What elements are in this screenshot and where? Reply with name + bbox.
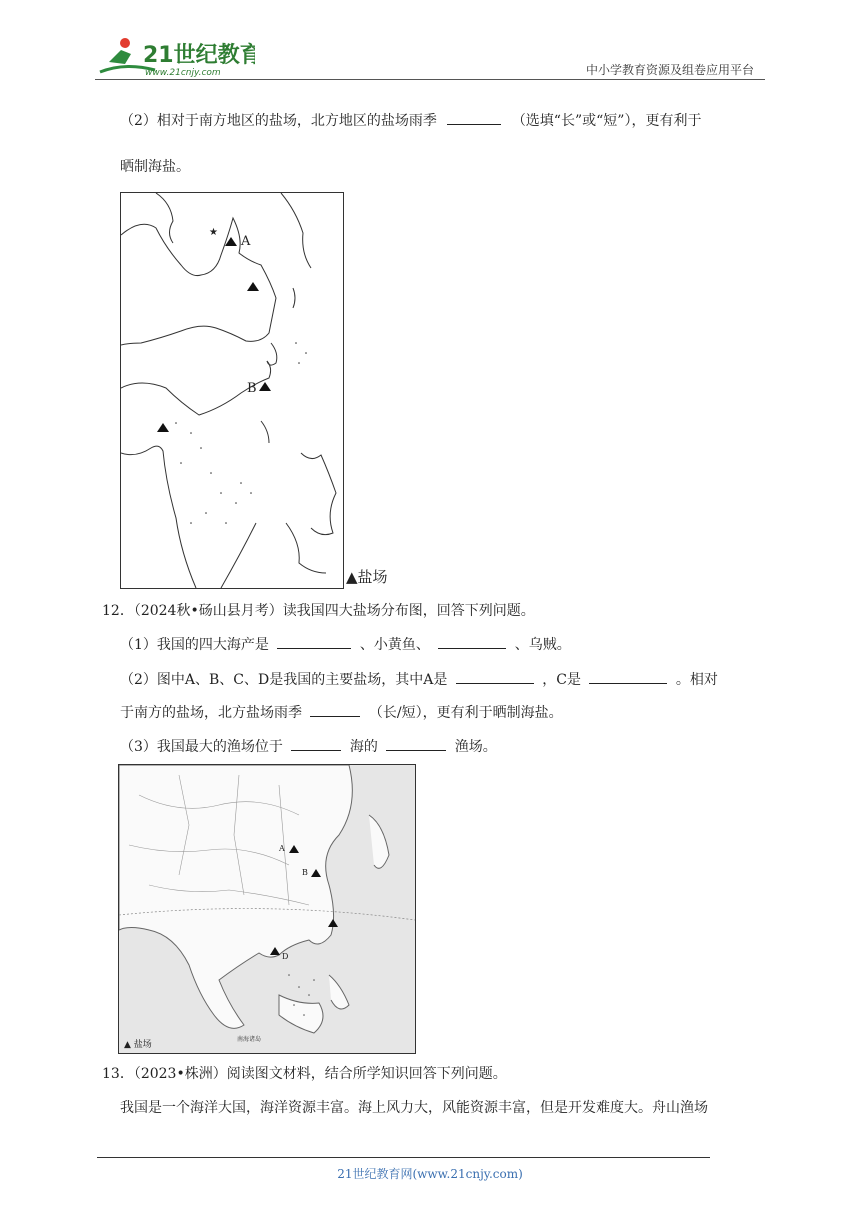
q12-part3-text-c: 渔场。	[454, 739, 497, 755]
q13-stem: 13．（2023•株洲）阅读图文材料，结合所学知识回答下列问题。	[102, 1066, 507, 1082]
prev-q-part2	[120, 110, 701, 131]
q12-part2-text-e: （长/短），更有利于晒制海盐。	[368, 705, 563, 721]
q13-body: 我国是一个海洋大国，海洋资源丰富。海上风力大，风能资源丰富，但是开发难度大。舟山渔场	[120, 1100, 708, 1116]
header-platform-name: 中小学教育资源及组卷应用平台	[585, 63, 754, 77]
map2-inset-label: 南海诸岛	[237, 1036, 262, 1043]
q12-part1-text-c: 、乌贼。	[514, 637, 571, 653]
map2-label-a: A	[279, 844, 285, 853]
map1-legend: ▲盐场	[346, 568, 388, 586]
map2-legend: ▲ 盐场	[124, 1040, 152, 1050]
header-divider	[95, 79, 765, 80]
answer-blank[interactable]	[291, 736, 341, 751]
salt-field-map-2	[118, 764, 416, 1054]
answer-blank[interactable]	[456, 669, 534, 684]
q12-part2-text-c: 。相对	[675, 672, 718, 688]
salt-marker-south	[157, 423, 169, 432]
q12-part2-text-d: 于南方的盐场，北方盐场雨季	[120, 705, 302, 721]
map2-label-d: D	[282, 952, 289, 961]
map1-label-a: A	[241, 234, 251, 249]
svg-text:★: ★	[209, 227, 218, 238]
salt-marker-north	[247, 282, 259, 291]
prev-q-part2-text-a: （2）相对于南方地区的盐场，北方地区的盐场雨季	[120, 113, 437, 129]
site-logo	[95, 34, 255, 80]
q12-part3-text-a: （3）我国最大的渔场位于	[120, 739, 283, 755]
answer-blank[interactable]	[310, 702, 360, 717]
map1-label-b: B	[247, 381, 257, 396]
q12-part2-text-b: ，C是	[542, 672, 581, 688]
q12-part1	[120, 634, 571, 655]
answer-blank[interactable]	[277, 634, 351, 649]
q12-stem: 12．（2024秋•砀山县月考）读我国四大盐场分布图，回答下列问题。	[102, 603, 535, 619]
q12-part3	[120, 736, 497, 757]
q12-part3-text-b: 海的	[349, 739, 378, 755]
q12-part1-text-a: （1）我国的四大海产是	[120, 637, 269, 653]
logo-url: www.21cnjy.com	[145, 68, 221, 78]
q12-part2-text-a: （2）图中A、B、C、D是我国的主要盐场，其中A是	[120, 672, 448, 688]
q12-part2	[120, 669, 718, 690]
answer-blank[interactable]	[438, 634, 506, 649]
salt-field-map-1	[120, 192, 344, 589]
q12-part2-cont	[120, 702, 563, 723]
answer-blank[interactable]	[386, 736, 446, 751]
map2-label-b: B	[302, 868, 308, 877]
prev-q-part2-cont: 晒制海盐。	[120, 159, 190, 175]
footer-link[interactable]: 21世纪教育网(www.21cnjy.com)	[337, 1167, 523, 1181]
logo-title: 21世纪教育	[143, 43, 255, 68]
prev-q-part2-text-b: （选填“长”或“短”），更有利于	[511, 113, 702, 129]
footer-divider	[97, 1157, 710, 1158]
answer-blank[interactable]	[447, 110, 501, 125]
answer-blank[interactable]	[589, 669, 667, 684]
q12-part1-text-b: 、小黄鱼、	[359, 637, 430, 653]
salt-marker-b	[259, 382, 271, 391]
